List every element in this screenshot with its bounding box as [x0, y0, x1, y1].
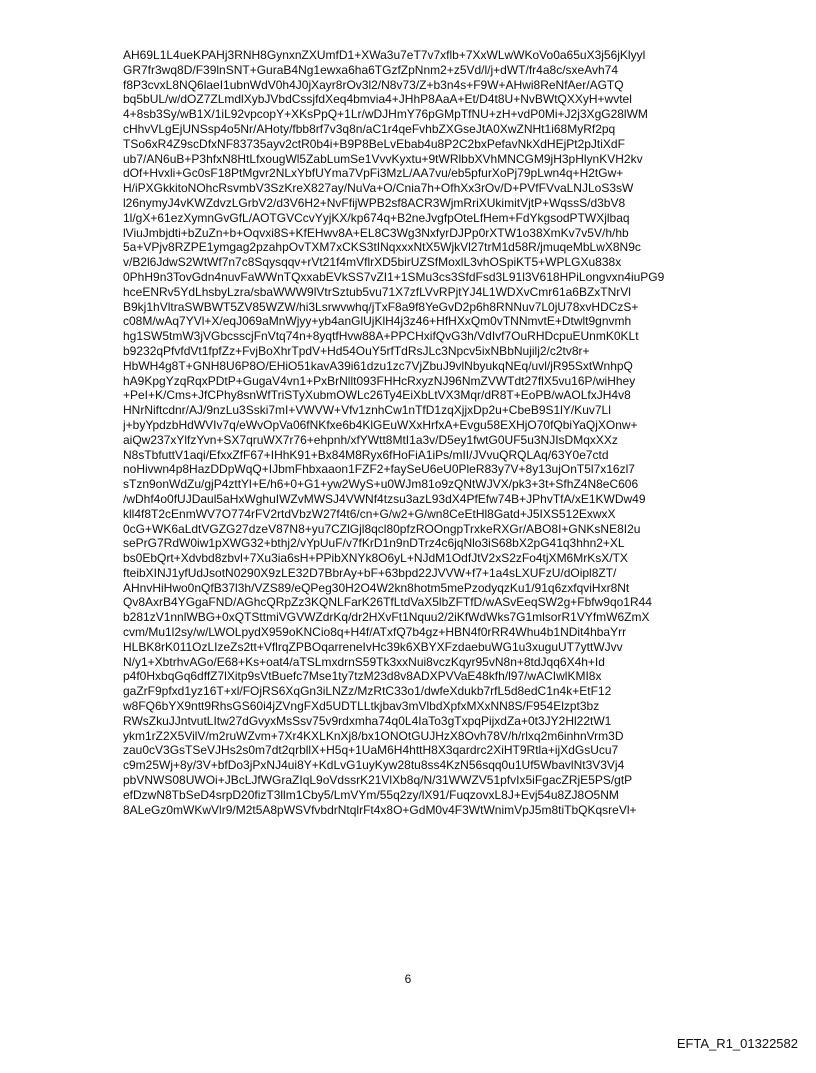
text-line: f8P3cvxL8NQ6laeI1ubnWdV0h4J0jXayr8rOv3l2/N8v73/Z+b3n4s+F9W+AHwi8ReNfAer/AGTQ — [123, 77, 624, 92]
text-line: cHhvVLgEjUNSsp4o5Nr/AHoty/fbb8rf7v3q8n/aC1r4qeFvhbZXGseJtA0XwZNHt1i68MyRf2pq — [123, 121, 616, 136]
text-line: dOf+Hvxli+Gc0sF18PtMgvr2NLxYbfUYma7VpFi3MzL/AA7vu/eb5pfurXoPj79pLwn4q+H2tGw+ — [123, 166, 624, 181]
text-line: cvm/Mu1l2sy/w/LWOLpydX959oKNCio8q+H4f/ATxfQ7b4gz+HBN4f0rRR4Whu4b1NDit4hbaYrr — [123, 625, 627, 640]
text-line: HNrNiftcdnr/AJ/9nzLu3Sski7mI+VWVW+Vfv1znhCw1nTfD1zqXjjxDp2u+CbeB9S1lY/Kuv7Ll — [123, 403, 611, 418]
text-line: j+byYpdzbHdWVIv7q/eWvOpVa06fNKfxe6b4KlGEuWXxHrfxA+Evgu58EXHjO70fQbiYaQjXOnw+ — [123, 417, 638, 432]
text-line: zau0cV3GsTSeVJHs2s0m7dt2qrbllX+H5q+1UaM6H4httH8X3qardrc2XiHT9Rtla+ijXdGsUcu7 — [123, 743, 619, 758]
text-line: 0PhH9n3TovGdn4nuvFaWWnTQxxabEVkSS7vZI1+1SMu3cs3SfdFsd3L91l3V618HPiLongvxn4iuPG9 — [123, 269, 665, 284]
text-line: bq5bUL/w/dOZ7ZLmdlXybJVbdCssjfdXeq4bmvia4+JHhP8AaA+Et/D4t8U+NvBWtQXXyH+wvtel — [123, 92, 632, 107]
text-line: l26nymyJ4vKWZdvzLGrbV2/d3V6H2+NvFfijWPB2sf8ACR3WjmRriXUkimitVjtP+WqssS/d3bV8 — [123, 195, 626, 210]
text-line: v/B2l6JdwS2WtWf7n7c8Sqysqqv+rVt21f4mVflrXD5birUZSfMoxlL3vhOSpiKT5+WPLGXu838x — [123, 255, 622, 270]
text-line: sTzn9onWdZu/gjP4zttYl+E/h6+0+G1+yw2WyS+u0WJm81o9zQNtWJVX/pk3+3t+SfhZ4N8eC606 — [123, 477, 639, 492]
encoded-text-block — [123, 48, 703, 817]
text-line: TSo6xR4Z9scDfxNF83735ayv2ctR0b4i+B9P8BeLvEbab4u8P2C2bxPefavNkXdHEjPt2pJtiXdF — [123, 136, 625, 151]
text-line: B9kj1hVltraSWBWT5ZV85WZW/hi3Lsrwvwhq/jTxF8a9f8YeGvD2p6h8RNNuv7L0jU78xvHDCzS+ — [123, 299, 639, 314]
text-line: +PeI+K/Cms+JfCPhy8snWfTriSTyXubmOWLc26Ty4EiXbLtVX3Mqr/dR8T+EoPB/wAOLfxJH4v8 — [123, 388, 631, 403]
text-line: ykm1rZ2X5VilV/m2ruWZvm+7Xr4KXLKnXj8/bx1ONOtGUJHzX8Ovh78V/h/rlxq2m6inhnVrm3D — [123, 728, 624, 743]
text-line: RWsZkuJJntvutLItw27dGvyxMsSsv75v9rdxmha74q0L4IaTo3gTxpqPijxdZa+0t3JY2Hl22tW1 — [123, 713, 612, 728]
text-line: c9m25Wj+8y/3V+bfDo3jPxNJ4ui8Y+KdLvG1uyKyw28tu8ss4KzN56sqq0u1Uf5WbavlNt3V3Vj4 — [123, 758, 625, 773]
text-line: H/iPXGkkitoNOhcRsvmbV3SzKreX827ay/NuVa+O/Cnia7h+OfhXx3rOv/D+PVfFVvaLNJLoS3sW — [123, 181, 634, 196]
text-line: hg1SW5tmW3jVGbcsscjFnVtq74n+8yqtfHvw88A+PPCHxifQvG3h/VdIvf7OuRHDcpuEUnmK0KLt — [123, 329, 639, 344]
text-line: N/y1+XbtrhvAGo/E68+Ks+oat4/aTSLmxdrnS59Tk3xxNui8vczKqyr95vN8n+8tdJqq6X4h+Id — [123, 654, 605, 669]
text-line: aiQw237xYlfzYvn+SX7qruWX7r76+ehpnh/xfYWtt8MtI1a3v/D5ey1fwtG0UF5u3NJIsDMqxXXz — [123, 432, 618, 447]
text-line: b281zV1nnlWBG+0xQTSttmiVGVWZdrKq/dr2HXvFt1Nquu2/2iKfWdWks7G1mlsorR1VYfmW6ZmX — [123, 610, 650, 625]
text-line: GR7fr3wq8D/F39lnSNT+GuraB4Ng1ewxa6ha6TGzfZpNnm2+z5Vd/l/j+dWT/fr4a8c/sxeAvh74 — [123, 62, 619, 77]
text-line: p4f0HxbqGq6dffZ7lXitp9sVtBuefc7Mse1ty7tzM23d8v8ADXPVVaE48kfh/l97/wACIwlKMI8x — [123, 669, 602, 684]
bates-number: EFTA_R1_01322582 — [676, 1036, 798, 1051]
text-line: AH69L1L4ueKPAHj3RNH8GynxnZXUmfD1+XWa3u7eT7v7xflb+7XxWLwWKoVo0a65uX3j56jKlyyl — [123, 48, 646, 62]
text-line: AHnvHiHwo0nQfB37l3h/VZS89/eQPeg30H2O4W2kn8hotm5mePzodyqzKu1/91q6zxfqviHxr8Nt — [123, 580, 630, 595]
text-line: ub7/AN6uB+P3hfxN8HtLfxougWl5ZabLumSe1VvvKyxtu+9tWRlbbXVhMNCGM9jH3pHlynKVH2kv — [123, 151, 643, 166]
text-line: N8sTbfuttV1aqi/EfxxZfF67+IHhK91+Bx84M8Ryx6fHoFiA1iPs/mII/JVvuQRQLAq/63Y0e7ctd — [123, 447, 609, 462]
text-line: 4+8sb3Sy/wB1X/1iL92vpcopY+XKsPpQ+1Lr/wDJHmY76pGMpTfNU+zH+vdP0Mi+J2j3XgG28lWM — [123, 107, 648, 122]
text-line: Qv8AxrB4YGgaFND/AGhcQRpZz3KQNLFarK26TfLtdVaX5lbZFTfD/wASvEeqSW2g+Fbfw9qo1R44 — [123, 595, 652, 610]
text-line: efDzwN8TbSeD4srpD20fizT3llm1Cby5/LmVYm/55q2zy/lX91/FuqzovxL8J+Evj54u8ZJ8O5NM — [123, 787, 619, 802]
text-line: b9232qPfvfdVt1fpfZz+FvjBoXhrTpdV+Hd54OuY5rfTdRsJLc3Npcv5ixNBbNujilj2/c2tv8r+ — [123, 343, 590, 358]
text-line: HbWH4g8T+GNH8U6P8O/EHiO51kavA39i61dzu1zc7VjZbuJ9vlNbyukqNEq/uvl/jR95SxtWnhpQ — [123, 358, 633, 373]
text-line: kll4f8T2cEnmWV7O774rFV2rtdVbzW27f4t6/cn+G/w2+G/wn8CeEtHl8Gatd+J5IXS512ExwxX — [123, 506, 616, 521]
text-line: lViuJmbjdti+bZuZn+b+Oqvxi8S+KfEHwv8A+EL8C3Wg3NxfyrDJPp0rXTW1o38XmKv7v5V/h/hb — [123, 225, 629, 240]
text-line: pbVNWS08UWOi+JBcLJfWGraZIqL9oVdssrK21VlXb8q/N/31WWZV51pfvIx5iFgacZRjE5PS/gtP — [123, 773, 633, 788]
text-line: gaZrF9pfxd1yz16T+xl/FOjRS6XqGn3iLNZz/MzRtC33o1/dwfeXdukb7rfL5d8edC1n4k+EtF12 — [123, 684, 612, 699]
text-line: 8ALeGz0mWKwVlr9/M2t5A8pWSVfvbdrNtqlrFt4x8O+GdM0v4F3WtWnimVpJ5m8tiTbQKqsreVl+ — [123, 802, 637, 817]
text-line: fteibXINJ1yfUdJsotN0290X9zLE32D7BbrAy+bF+63bpd22JVVW+f7+1a4sLXUFzU/dOipl8ZT/ — [123, 565, 617, 580]
text-line: 5a+VPjv8RZPE1ymgag2pzahpOvTXM7xCKS3tINqxxxNtX5WjkVl27trM1d58R/jmuqeMbLwX8N9c — [123, 240, 641, 255]
text-line: hA9KpgYzqRqxPDtP+GugaV4vn1+PxBrNllt093FHHcRxyzNJ96NmZVWTdt27flX5vu16P/wiHhey — [123, 373, 636, 388]
text-line: sePrG7RdW0iw1pXWG32+bthj2/vYpUuF/v7fKrD1n9nDTrz4c6jqNlo3iS68bX2pG41q3hhn2+XL — [123, 536, 625, 551]
text-line: w8FQ6bYX9ntt9RhsGS60i4jZVngFXd5UDTLLtkjbav3mVlbdXpfxMXxNN8S/F954Elzpt3bz — [123, 699, 600, 714]
text-line: noHivwn4p8HazDDpWqQ+IJbmFhbxaaon1FZF2+faySeU6eU0PleR83y7V+8y13ujOnT5l7x16zl7 — [123, 462, 635, 477]
text-line: hceENRv5YdLhsbyLzra/sbaWWW9lVtrSztub5vu71X7zfLVvRPjtYJ4L1WDXvCmr61a6BZxTNrVl — [123, 284, 631, 299]
text-line: c08M/wAq7YVl+X/eqJ069aMnWjyy+yb4anGlUjKlH4j3z46+HfHXxQm0vTNNmvtE+Dtwlt9gnvmh — [123, 314, 632, 329]
text-line: 0cG+WK6aLdtVGZG27dzeV87N8+yu7CZlGjl8qcl80pfzROOngpTrxkeRXGr/ABO8I+GNKsNE8I2u — [123, 521, 641, 536]
page-number: 6 — [404, 972, 412, 986]
text-line: /wDhf4o0fUJDaul5aHxWghuIWZvMWSJ4VWNf4tzsu3azL93dX4PfEfw74B+JPhvTfA/xE1KWDw49 — [123, 491, 646, 506]
text-line: 1l/gX+61ezXymnGvGfL/AOTGVCcvYyjKX/kp674q+B2neJvgfpOteLfHem+FdYkgsodPTWXjlbaq — [123, 210, 630, 225]
text-line: bs0EbQrt+Xdvbd8zbvl+7Xu3ia6sH+PPibXNYk8O6yL+NJdM1OdfJtV2xS2zFo4tjXM6MrKsX/TX — [123, 551, 628, 566]
text-line: HLBK8rK011OzLIzeZs2tt+VflrqZPBOqarreneIvHc39k6XBYXFzdaebuWG1u3xuguUT7yttWJvv — [123, 639, 623, 654]
